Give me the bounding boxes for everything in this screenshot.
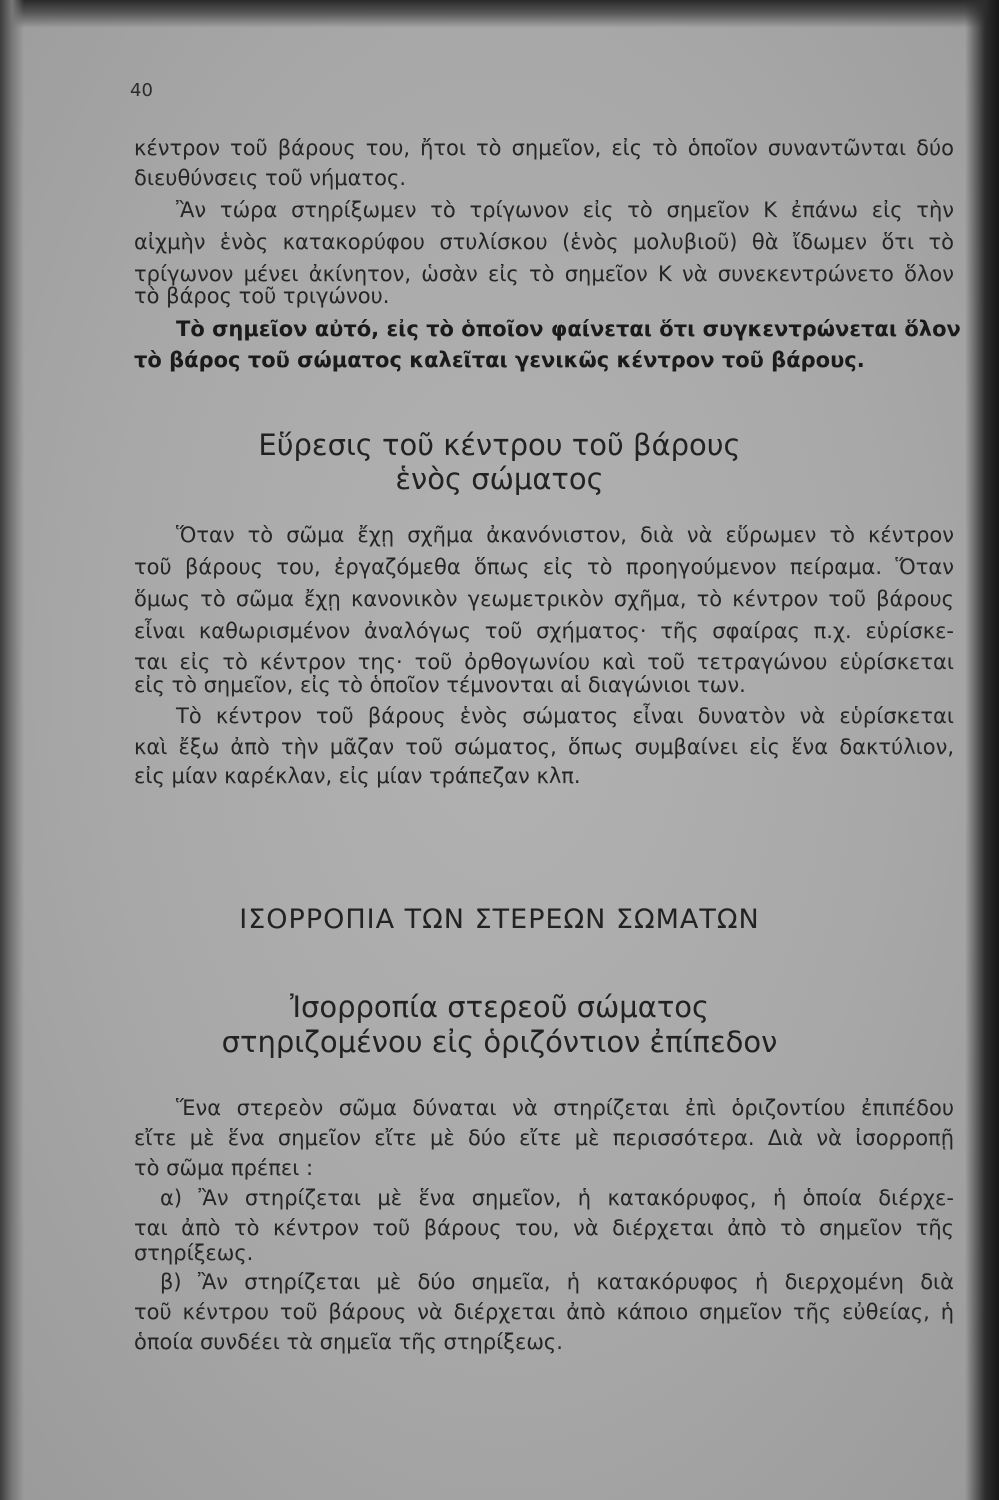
- list-item-line: ὁποία συνδέει τὰ σημεῖα τῆς στηρίξεως.: [134, 1330, 563, 1354]
- list-item-line: β) Ἂν στηρίζεται μὲ δύο σημεῖα, ἡ κατακόρυφος ἡ διερχομένη διὰ: [160, 1270, 954, 1294]
- definition-line: Τὸ σημεῖον αὐτό, εἰς τὸ ὁποῖον φαίνεται ὅτι συγκεντρώνεται ὅλον: [176, 317, 961, 341]
- list-item-line: α) Ἂν στηρίζεται μὲ ἕνα σημεῖον, ἡ κατακόρυφος, ἡ ὁποία διέρχε-: [160, 1186, 954, 1210]
- paragraph-line: διευθύνσεις τοῦ νήματος.: [134, 166, 407, 190]
- paragraph-line: Τὸ κέντρον τοῦ βάρους ἑνὸς σώματος εἶναι δυνατὸν νὰ εὑρίσκεται: [176, 704, 954, 728]
- page-binding-shadow: [965, 0, 999, 1500]
- list-item-line: τοῦ κέντρου τοῦ βάρους νὰ διέρχεται ἀπὸ κάποιο σημεῖον τῆς εὐθείας, ἡ: [134, 1300, 954, 1324]
- paragraph-line: Ὅταν τὸ σῶμα ἔχῃ σχῆμα ἀκανόνιστον, διὰ νὰ εὕρωμεν τὸ κέντρον: [176, 523, 954, 547]
- paragraph-line: εἴτε μὲ ἕνα σημεῖον εἴτε μὲ δύο εἴτε μὲ περισσότερα. Διὰ νὰ ἰσορροπῇ: [134, 1126, 954, 1150]
- paragraph-line: εἰς τὸ σημεῖον, εἰς τὸ ὁποῖον τέμνονται αἱ διαγώνιοι των.: [134, 673, 746, 697]
- section-heading: στηριζομένου εἰς ὁριζόντιον ἐπίπεδον: [221, 1025, 778, 1059]
- paragraph-line: τὸ σῶμα πρέπει :: [134, 1156, 314, 1180]
- page-top-shadow: [0, 0, 999, 28]
- paragraph-line: Ἕνα στερεὸν σῶμα δύναται νὰ στηρίζεται ἐπὶ ὁριζοντίου ἐπιπέδου: [176, 1096, 954, 1120]
- paragraph-line: ὅμως τὸ σῶμα ἔχῃ κανονικὸν γεωμετρικὸν σχῆμα, τὸ κέντρον τοῦ βάρους: [134, 587, 954, 611]
- paragraph-line: εἰς μίαν καρέκλαν, εἰς μίαν τράπεζαν κλπ.: [134, 764, 581, 788]
- definition-line: τὸ βάρος τοῦ σώματος καλεῖται γενικῶς κέντρον τοῦ βάρους.: [134, 348, 865, 372]
- paragraph-line: ται εἰς τὸ κέντρον της· τοῦ ὀρθογωνίου καὶ τοῦ τετραγώνου εὑρίσκεται: [134, 650, 954, 674]
- page-left-shadow: [0, 0, 24, 1500]
- paragraph-line: κέντρον τοῦ βάρους του, ἤτοι τὸ σημεῖον, εἰς τὸ ὁποῖον συναντῶνται δύο: [134, 136, 954, 160]
- paragraph-line: Ἂν τώρα στηρίξωμεν τὸ τρίγωνον εἰς τὸ σημεῖον Κ ἐπάνω εἰς τὴν: [176, 198, 954, 222]
- list-item-line: ται ἀπὸ τὸ κέντρον τοῦ βάρους του, νὰ διέρχεται ἀπὸ τὸ σημεῖον τῆς: [134, 1216, 954, 1240]
- paragraph-line: εἶναι καθωρισμένον ἀναλόγως τοῦ σχήματος· τῆς σφαίρας π.χ. εὑρίσκε-: [134, 619, 954, 643]
- paragraph-line: αἰχμὴν ἑνὸς κατακορύφου στυλίσκου (ἑνὸς μολυβιοῦ) θὰ ἴδωμεν ὅτι τὸ: [134, 230, 954, 254]
- list-item-line: στηρίξεως.: [134, 1241, 254, 1265]
- section-heading: Εὕρεσις τοῦ κέντρου τοῦ βάρους: [258, 428, 741, 462]
- chapter-heading: ΙΣΟΡΡΟΠΙΑ ΤΩΝ ΣΤΕΡΕΩΝ ΣΩΜΑΤΩΝ: [239, 904, 760, 935]
- paragraph-line: τοῦ βάρους του, ἐργαζόμεθα ὅπως εἰς τὸ προηγούμενον πείραμα. Ὅταν: [134, 555, 954, 579]
- page-number: 40: [130, 80, 153, 101]
- paragraph-line: τρίγωνον μένει ἀκίνητον, ὡσὰν εἰς τὸ σημεῖον Κ νὰ συνεκεντρώνετο ὅλον: [134, 262, 954, 286]
- section-heading: ἑνὸς σώματος: [395, 462, 604, 496]
- paragraph-line: καὶ ἔξω ἀπὸ τὴν μᾶζαν τοῦ σώματος, ὅπως συμβαίνει εἰς ἕνα δακτύλιον,: [134, 735, 954, 759]
- section-heading: Ἰσορροπία στερεοῦ σώματος: [289, 990, 710, 1024]
- paragraph-line: τὸ βάρος τοῦ τριγώνου.: [134, 284, 390, 308]
